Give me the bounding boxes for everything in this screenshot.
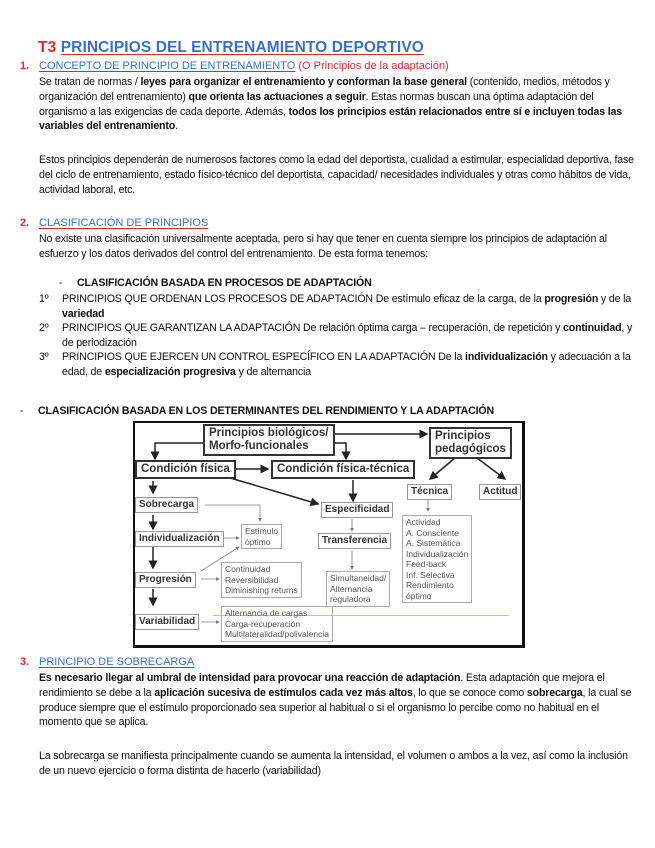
list-item — [39, 321, 639, 350]
node-label: Diminishing returns — [225, 585, 298, 595]
section-number: 2. — [20, 217, 30, 229]
section-3-paragraph-1 — [39, 671, 639, 730]
section-subtitle: (O Principios de la adaptación) — [298, 60, 449, 72]
node-label: Estímulo — [245, 526, 279, 536]
list-item — [39, 292, 639, 321]
list-item — [39, 350, 639, 379]
node-continuidad-list — [221, 562, 302, 598]
text-run: , la cual se produce siempre que el estímulo proporcionado sea superior al habitual o si el organismo lo percibe como no habitual en el momento que se aplica. — [39, 686, 632, 729]
section-title: PRINCIPIO DE SOBRECARGA — [39, 656, 195, 668]
list-dash: - — [20, 405, 24, 417]
node-label: óptimo — [245, 536, 271, 547]
section-1-paragraph-2: Estos principios dependerán de numerosos factores como la edad del deportista, cualidad a estimular, especialidad deportiva, fase del ciclo de entrenamiento, estado físico-técnico del deportista, capacidad/ necesidades individuales y otras como hábitos de vida, actividad laboral, etc. — [39, 154, 634, 196]
node-label: Rendimiento — [406, 580, 454, 590]
node-label: Continuidad — [225, 564, 271, 574]
text-run: Se tratan de normas / — [39, 76, 141, 88]
bold-run: leyes para organizar el entrenamiento y conforman la base general — [140, 76, 467, 88]
section-3-heading — [20, 656, 194, 668]
section-3-paragraph-2: La sobrecarga se manifiesta principalmente cuando se aumenta la intensidad, el volumen o ambos a la vez, así como la inclusión de un nuevo ejercicio o forma distinta de hacerlo (variabilidad) — [39, 750, 628, 777]
node-principios-biologicos — [203, 424, 335, 456]
section-title: CLASIFICACIÓN DE PRINCIPIOS — [39, 217, 209, 229]
node-transferencia: Transferencia — [318, 533, 391, 549]
text-run: , y de periodización — [62, 322, 633, 349]
node-tecnica-list — [402, 515, 472, 603]
text-run: (contenido, medios, métodos y organización del entrenamiento) — [39, 76, 610, 103]
bold-run: que orienta las actuaciones a seguir — [188, 90, 366, 103]
node-label: Reversibilidad — [225, 574, 279, 585]
section-1-paragraph-1 — [39, 75, 639, 134]
node-label: A. Consciente — [406, 527, 459, 538]
bold-run: especialización progresiva — [104, 365, 236, 378]
section-title: CONCEPTO DE PRINCIPIO DE ENTRENAMIENTO — [39, 60, 296, 72]
bold-run: individualización — [465, 351, 548, 364]
node-especificidad: Especificidad — [321, 502, 393, 518]
node-label: Alternancia de cargas — [225, 608, 308, 618]
node-tecnica: Técnica — [407, 484, 452, 500]
bold-run: todos los principios están relacionados entre sí e incluyen todas las variables del entrenamiento — [39, 105, 623, 133]
section-number: 1. — [20, 60, 30, 72]
node-label: Actividad — [406, 517, 441, 527]
node-label: Morfo-funcionales — [209, 440, 309, 452]
node-simultaneidad — [326, 571, 390, 607]
node-label: pedagógicos — [435, 443, 506, 455]
section-2-heading — [20, 217, 208, 229]
bold-run: continuidad — [563, 322, 622, 335]
title-text: PRINCIPIOS DEL ENTRENAMIENTO DEPORTIVO — [60, 39, 424, 56]
text-run: . Esta adaptación que mejora el rendimiento se debe a la — [39, 672, 605, 699]
text-run: . Estas normas buscan una óptima adaptación del organismo a las exigencias de cada deporte. Además, — [39, 90, 594, 118]
list-ordinal: 2º — [39, 322, 49, 335]
bold-run: progresión — [544, 293, 599, 305]
list-ordinal: 3º — [39, 351, 49, 364]
node-label: Principios — [435, 430, 491, 442]
node-principios-pedagogicos — [429, 427, 512, 459]
subsection-heading-determinants — [20, 405, 494, 417]
text-run: PRINCIPIOS QUE ORDENAN LOS PROCESOS DE ADAPTACIÓN De estímulo eficaz de la carga, de la — [62, 293, 545, 305]
node-variabilidad-list — [221, 606, 333, 642]
node-sobrecarga: Sobrecarga — [135, 497, 198, 513]
node-label: reguladora — [330, 594, 371, 604]
node-estimulo-optimo — [241, 524, 282, 549]
bold-run: Es necesario llegar al umbral de intensidad para provocar una reacción de adaptación — [39, 672, 461, 684]
text-run: . — [175, 120, 178, 133]
principles-diagram — [133, 421, 525, 648]
node-condicion-fisica-tecnica: Condición física-técnica — [271, 460, 415, 479]
section-2-paragraph-1: No existe una clasificación universalmente aceptada, pero si hay que tener en cuenta siempre los principios de adaptación al esfuerzo y los datos derivados del control del entrenamiento. De esta forma tenemos: — [39, 233, 607, 260]
page-title — [38, 39, 424, 57]
text-run: PRINCIPIOS QUE GARANTIZAN LA ADAPTACIÓN De relación óptima carga – recuperación, de repetición y — [62, 322, 564, 335]
bold-run: variedad — [62, 307, 105, 320]
node-label: Principios biológicos/ — [209, 427, 329, 439]
text-run: y adecuación a la edad, de — [62, 351, 631, 378]
subsection-heading-adaptation — [59, 277, 372, 289]
subsection-title: CLASIFICACIÓN BASADA EN LOS DETERMINANTES DEL RENDIMIENTO Y LA ADAPTACIÓN — [38, 405, 494, 417]
node-label: Multilateralidad/polivalencia — [225, 629, 329, 639]
node-label: Feed-back — [406, 559, 447, 569]
bold-run: sobrecarga — [526, 686, 583, 699]
node-label: óptimo — [406, 590, 432, 601]
list-ordinal: 1º — [39, 293, 49, 305]
node-label: Inf. Selectiva — [406, 569, 455, 580]
node-label: Carga-recuperación — [225, 618, 301, 629]
node-progresion: Progresión — [135, 572, 196, 588]
section-1-heading — [20, 60, 449, 72]
section-number: 3. — [20, 656, 30, 668]
node-label: Simultaneidad/ — [330, 573, 387, 583]
bold-run: aplicación sucesiva de estímulos cada vez más altos — [154, 686, 413, 699]
text-run: y de la — [598, 293, 632, 305]
title-prefix: T3 — [38, 39, 57, 56]
node-variabilidad: Variabilidad — [135, 614, 199, 630]
subsection-title: CLASIFICACIÓN BASADA EN PROCESOS DE ADAPTACIÓN — [77, 277, 372, 289]
node-actitud: Actitud — [479, 484, 521, 500]
node-label: Alternancia — [330, 583, 373, 594]
node-label: A. Sistemática — [406, 538, 461, 548]
text-run: PRINCIPIOS QUE EJERCEN UN CONTROL ESPECÍFICO EN LA ADAPTACIÓN De la — [62, 351, 466, 364]
text-run: , lo que se conoce como — [412, 686, 527, 699]
node-condicion-fisica: Condición física — [135, 460, 236, 479]
principles-ordered-list — [39, 292, 639, 380]
list-dash: - — [59, 277, 63, 289]
text-run: y de alternancia — [235, 365, 311, 378]
node-label: Individualización — [406, 548, 469, 559]
node-individualizacion: Individualización — [135, 531, 224, 547]
